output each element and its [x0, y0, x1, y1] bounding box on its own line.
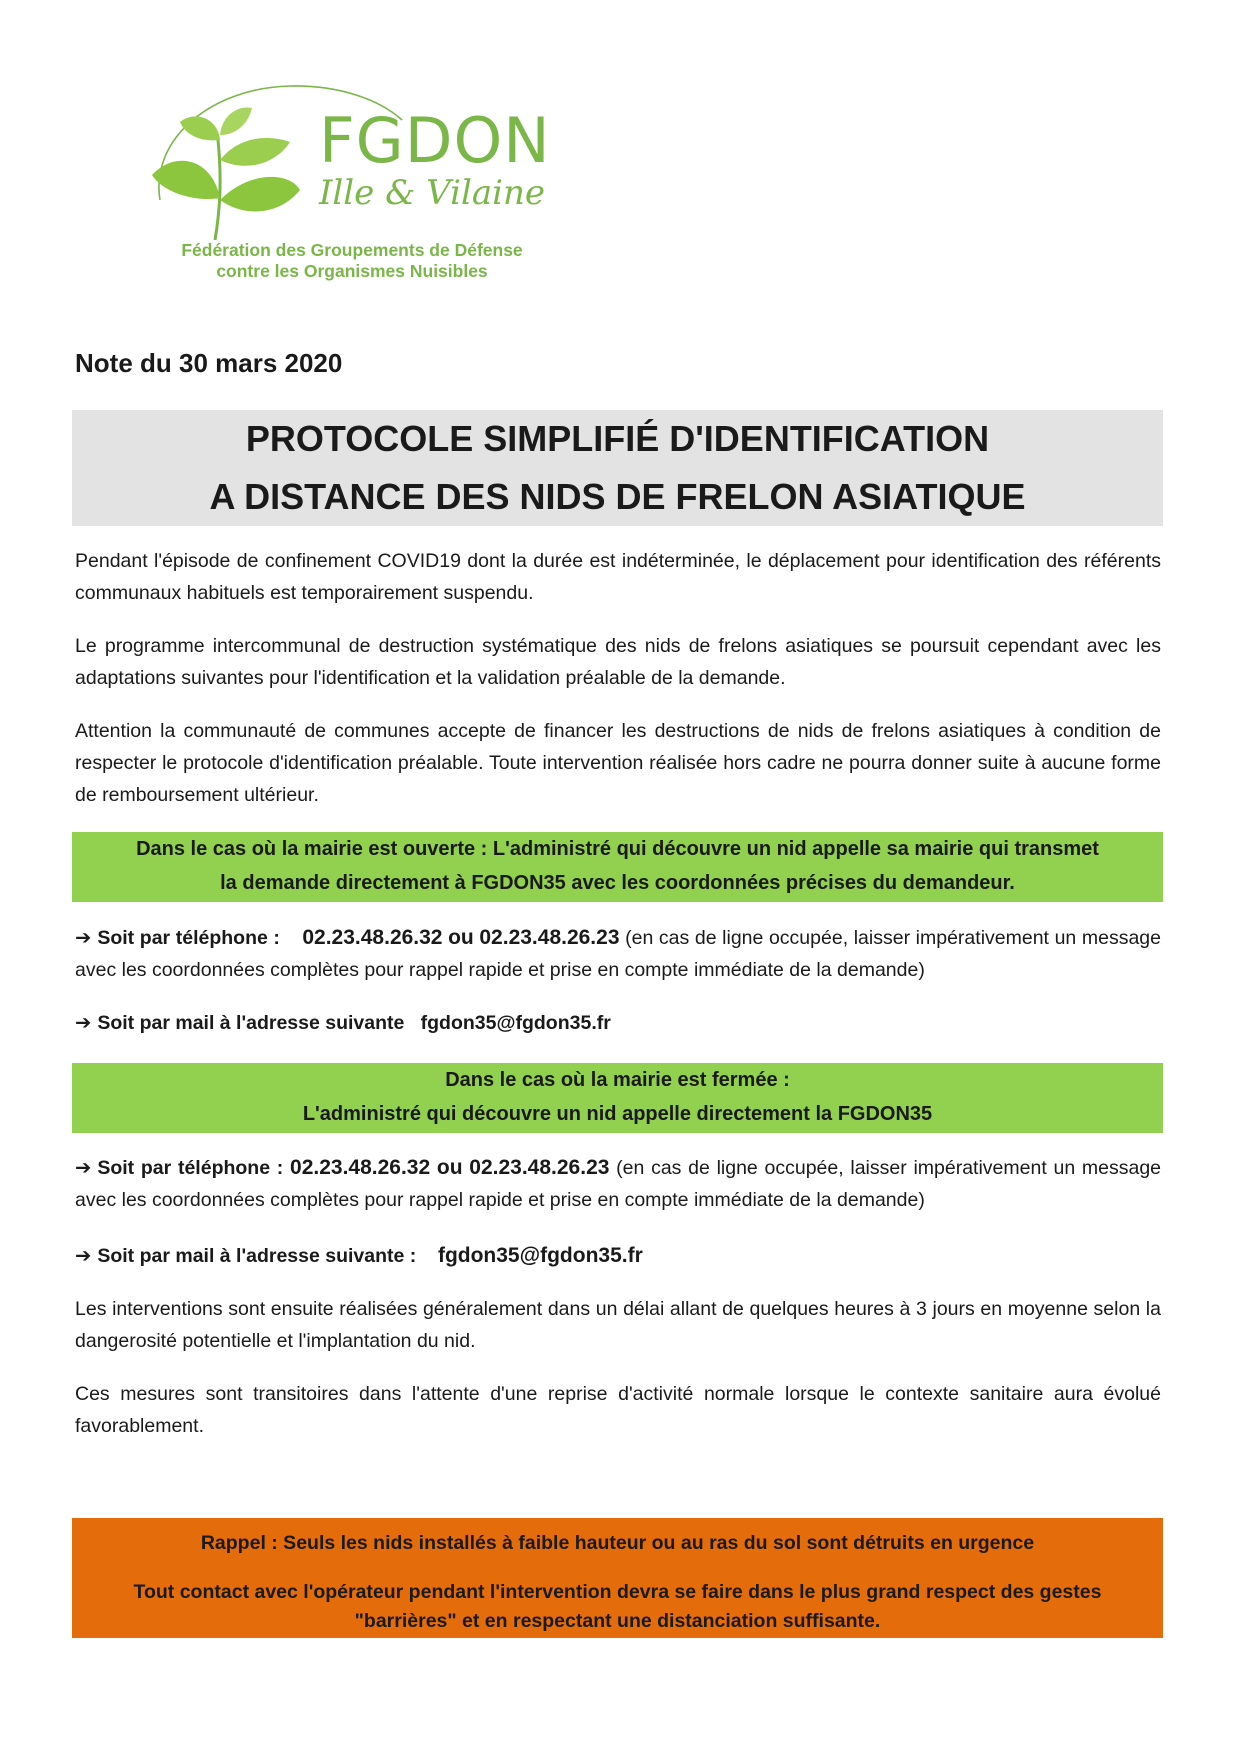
reminder-box: [72, 1518, 1163, 1638]
closed-box-line1: Dans le cas où la mairie est fermée :: [445, 1069, 790, 1091]
open-phone-bullet: [75, 922, 1161, 986]
reminder-line2: Tout contact avec l'opérateur pendant l'intervention devra se faire dans le plus grand respect des gestes: [133, 1581, 1102, 1603]
closed-phone-1: 02.23.48.26.32: [290, 1156, 431, 1179]
note-date: Note du 30 mars 2020: [75, 348, 343, 378]
closed-mail-bullet: [75, 1240, 1161, 1272]
open-mail-label: Soit par mail à l'adresse suivante: [97, 1012, 405, 1034]
open-mail-email: fgdon35@fgdon35.fr: [420, 1012, 611, 1034]
right-arrow-icon: ➔: [75, 927, 92, 949]
logo-name: FGDON: [319, 104, 551, 177]
title-line2: A DISTANCE DES NIDS DE FRELON ASIATIQUE: [209, 476, 1026, 517]
open-mail-bullet: [75, 1007, 1161, 1039]
logo-tagline-line1: Fédération des Groupements de Défense: [181, 240, 523, 260]
title-line1: PROTOCOLE SIMPLIFIÉ D'IDENTIFICATION: [245, 418, 990, 459]
open-box-line1: Dans le cas où la mairie est ouverte : L'administré qui découvre un nid appelle sa mairie qui transmet: [136, 838, 1099, 860]
paragraph-program: Le programme intercommunal de destruction systématique des nids de frelons asiatiques se poursuit cependant avec les adaptations suivantes pour l'identification et la validation préalable de la demande.: [75, 635, 1161, 689]
closed-town-hall-box: [72, 1063, 1163, 1133]
paragraph-interventions: Les interventions sont ensuite réalisées généralement dans un délai allant de quelques heures à 3 jours en moyenne selon la dangerosité potentielle et l'implantation du nid.: [75, 1298, 1161, 1352]
reminder-line3: "barrières" et en respectant une distanciation suffisante.: [354, 1610, 881, 1632]
open-town-hall-box: [72, 832, 1163, 902]
closed-phone-bullet: [75, 1152, 1161, 1216]
open-phone-2: 02.23.48.26.23: [479, 926, 620, 949]
paragraph-intro: Pendant l'épisode de confinement COVID19 dont la durée est indéterminée, le déplacement pour identification des référents communaux habituels est temporairement suspendu.: [75, 550, 1161, 604]
right-arrow-icon: ➔: [75, 1245, 92, 1267]
reminder-line1: Rappel : Seuls les nids installés à faible hauteur ou au ras du sol sont détruits en urgence: [200, 1532, 1035, 1554]
closed-phone-2: 02.23.48.26.23: [469, 1156, 610, 1179]
logo-tagline-line2: contre les Organismes Nuisibles: [216, 261, 488, 281]
open-box-line2: la demande directement à FGDON35 avec les coordonnées précises du demandeur.: [220, 872, 1015, 894]
open-phone-1: 02.23.48.26.32: [302, 926, 443, 949]
open-phone-or: ou: [448, 926, 474, 949]
logo-subtitle: Ille & Vilaine: [319, 173, 546, 213]
closed-phone-note: (en cas de ligne occupée, laisser impérativement un message avec les coordonnées complètes pour rappel rapide et prise en compte immédiate de la demande): [75, 1157, 1162, 1211]
closed-mail-label: Soit par mail à l'adresse suivante :: [97, 1245, 417, 1267]
open-phone-label: Soit par téléphone :: [97, 927, 280, 949]
logo-tagline: [152, 240, 552, 282]
paragraph-attention: Attention la communauté de communes accepte de financer les destructions de nids de frelons asiatiques à condition de respecter le protocole d'identification préalable. Toute intervention réalisée hors cadre ne pourra donner suite à aucune forme de remboursement ultérieur.: [75, 720, 1161, 806]
closed-box-line2: L'administré qui découvre un nid appelle directement la FGDON35: [302, 1103, 933, 1125]
fgdon-logo: [140, 80, 560, 290]
closed-mail-email: fgdon35@fgdon35.fr: [437, 1244, 643, 1267]
open-phone-note: (en cas de ligne occupée, laisser impérativement un message avec les coordonnées complètes pour rappel rapide et prise en compte immédiate de la demande): [75, 927, 1161, 981]
right-arrow-icon: ➔: [75, 1157, 92, 1179]
closed-phone-or: ou: [436, 1156, 463, 1179]
closed-phone-label: Soit par téléphone :: [97, 1157, 284, 1179]
right-arrow-icon: ➔: [75, 1012, 92, 1034]
paragraph-measures: Ces mesures sont transitoires dans l'attente d'une reprise d'activité normale lorsque le contexte sanitaire aura évolué favorablement.: [75, 1383, 1161, 1437]
title-box: [72, 410, 1163, 526]
